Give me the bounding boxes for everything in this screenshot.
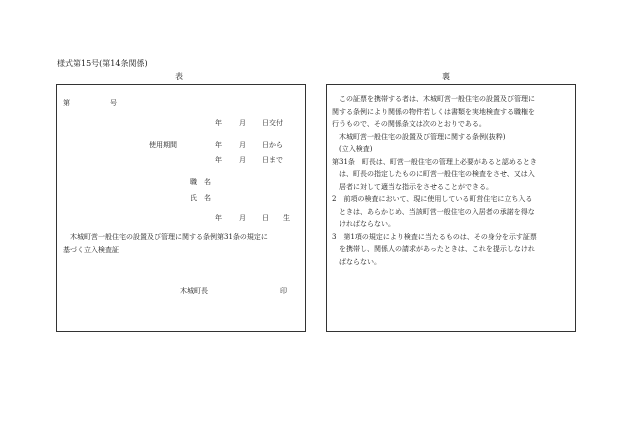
paragraph-2-line: ければならない。 bbox=[339, 220, 395, 228]
validity-from-day: 日から bbox=[262, 141, 283, 149]
birth-suffix-label: 生 bbox=[283, 214, 290, 222]
back-text bbox=[332, 93, 572, 268]
paragraph-3-line: を携帯し、関係人の請求があったときは、これを提示しなけれ bbox=[339, 245, 535, 253]
certificate-text bbox=[63, 231, 301, 256]
validity-from-year: 年 bbox=[215, 141, 222, 149]
front-panel bbox=[56, 84, 306, 332]
birth-year-label: 年 bbox=[215, 214, 222, 222]
intro-line: 行うもので、その関係条文は次のとおりである。 bbox=[332, 120, 486, 128]
paragraph-3-line: ばならない。 bbox=[339, 257, 381, 266]
front-side-label: 表 bbox=[175, 72, 183, 81]
intro-line: 関する条例により関係の物件若しくは書類を実地検査する職権を bbox=[332, 107, 535, 116]
seal-mark: 印 bbox=[280, 287, 287, 295]
article-31-line: 第31条 町長は、町営一般住宅の管理上必要があると認めるとき bbox=[332, 157, 537, 166]
issue-day-label: 日交付 bbox=[262, 119, 283, 127]
form-number: 様式第15号(第14条関係) bbox=[57, 59, 148, 68]
intro-line: この証票を携帯する者は、木城町営一般住宅の設置及び管理に bbox=[339, 95, 535, 103]
birth-day-label: 日 bbox=[262, 214, 269, 222]
number-prefix: 第 bbox=[63, 99, 70, 107]
issue-month-label: 月 bbox=[239, 119, 246, 127]
paragraph-2-line: 2 前項の検査において、現に使用している町営住宅に立ち入る bbox=[332, 195, 533, 203]
paragraph-3-line: 3 第1項の規定により検査に当たるものは、その身分を示す証票 bbox=[332, 232, 537, 241]
paragraph-2-line: ときは、あらかじめ、当該町営一般住宅の入居者の承諾を得な bbox=[339, 207, 535, 216]
name-label: 氏 名 bbox=[190, 194, 211, 202]
ordinance-title: 木城町営一般住宅の設置及び管理に関する条例(抜粋) bbox=[339, 132, 506, 141]
issuer-name: 木城町長 bbox=[180, 287, 208, 295]
validity-to-month: 月 bbox=[239, 156, 246, 164]
job-title-label: 職 名 bbox=[190, 178, 211, 186]
article-31-line: 居者に対して適当な指示をさせることができる。 bbox=[339, 182, 493, 191]
back-side-label: 裏 bbox=[442, 72, 450, 81]
validity-from-month: 月 bbox=[239, 141, 246, 149]
certificate-text-line: 基づく立入検査証 bbox=[63, 245, 119, 254]
validity-to-year: 年 bbox=[215, 156, 222, 164]
number-suffix: 号 bbox=[110, 99, 117, 107]
issue-year-label: 年 bbox=[215, 119, 222, 127]
back-panel bbox=[326, 84, 576, 332]
article-31-line: は、町長の指定したものに町営一般住宅の検査をさせ、又は入 bbox=[339, 170, 535, 178]
birth-month-label: 月 bbox=[239, 214, 246, 222]
validity-period-label: 使用期間 bbox=[149, 141, 177, 149]
section-heading: (立入検査) bbox=[339, 145, 373, 153]
certificate-text-line: 木城町営一般住宅の設置及び管理に関する条例第31条の規定に bbox=[70, 233, 268, 241]
validity-to-day: 日まで bbox=[262, 156, 283, 164]
